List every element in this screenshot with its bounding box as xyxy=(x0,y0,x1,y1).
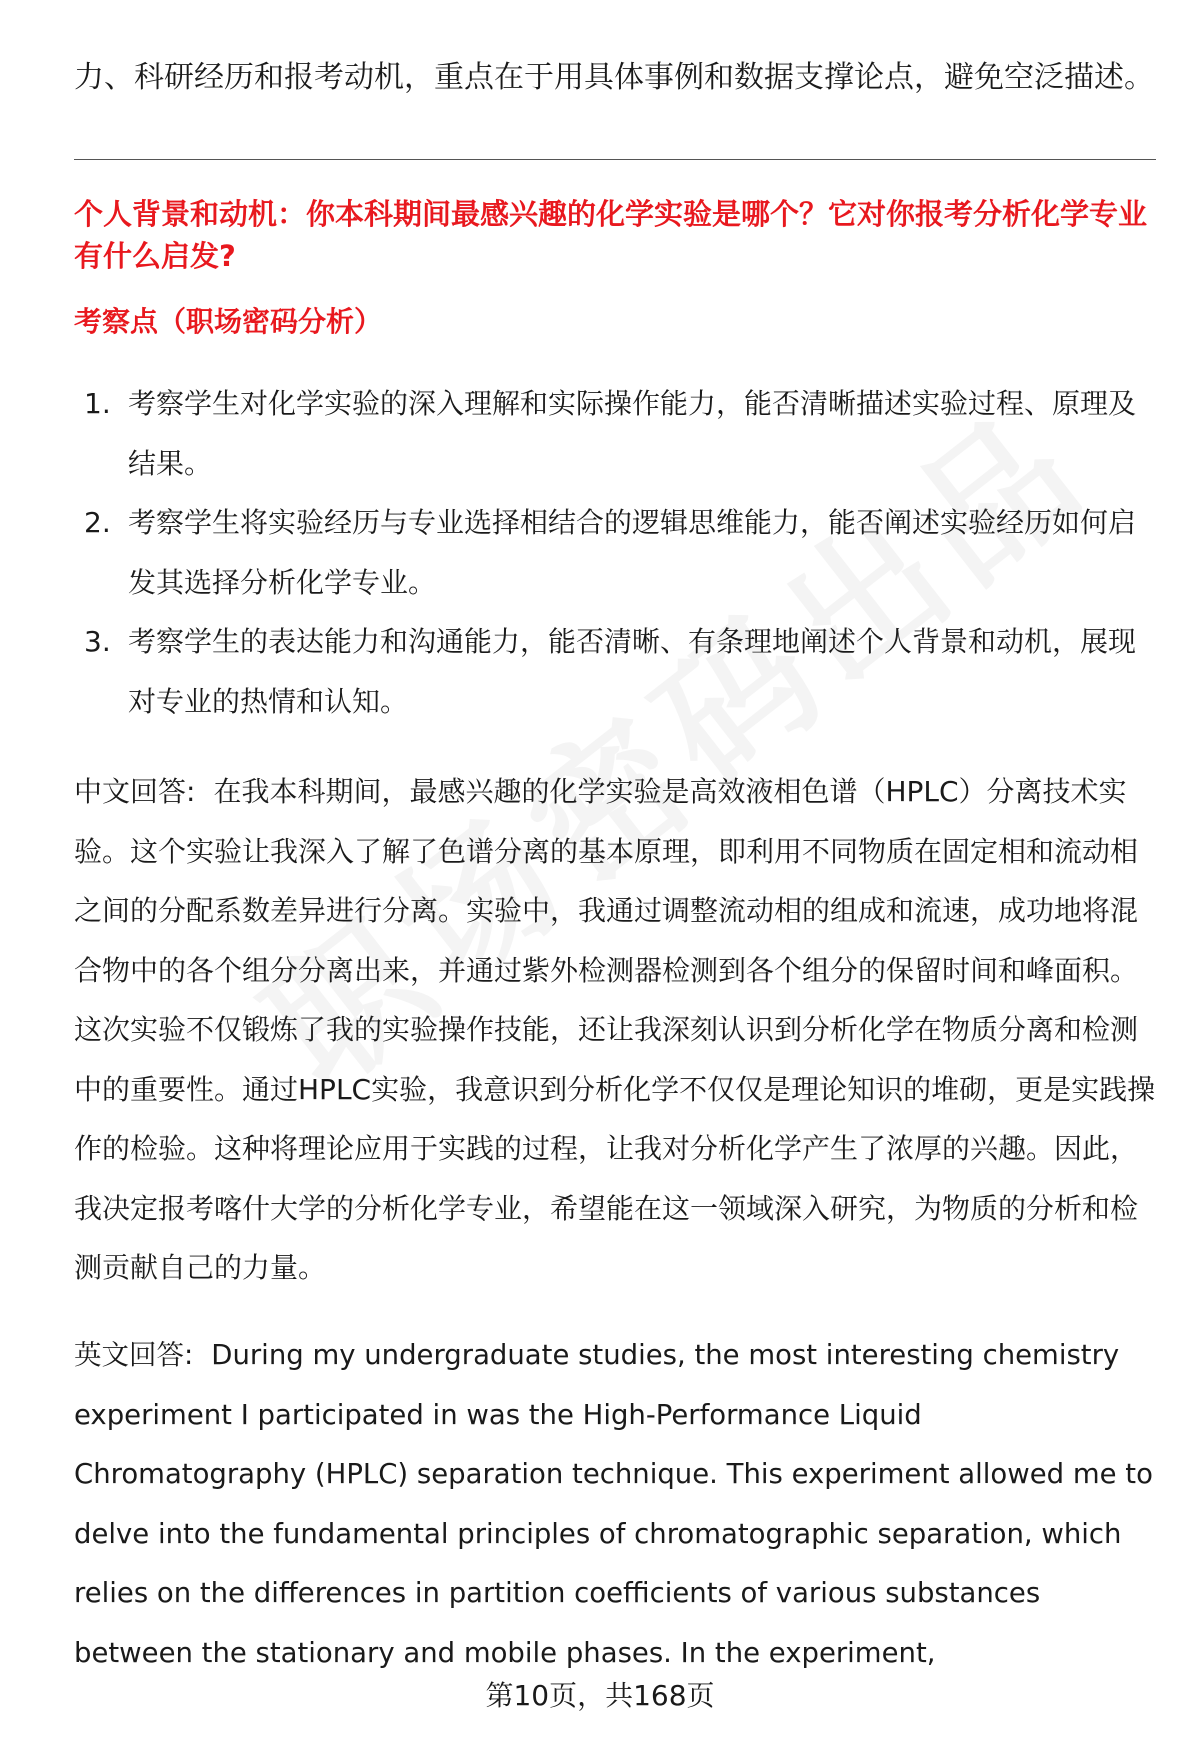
points-heading: 考察点（职场密码分析） xyxy=(74,305,383,338)
intro-line: 力、科研经历和报考动机，重点在于用具体事例和数据支撑论点，避免空泛描述。 xyxy=(74,60,1154,95)
question-heading: 个人背景和动机：你本科期间最感兴趣的化学实验是哪个？它对你报考分析化学专业有什么启发? xyxy=(74,197,1148,273)
list-number: 1. xyxy=(84,387,111,420)
list-item-text: 考察学生将实验经历与专业选择相结合的逻辑思维能力，能否阐述实验经历如何启发其选择分析化学专业。 xyxy=(128,506,1137,599)
list-item-text: 考察学生对化学实验的深入理解和实际操作能力，能否清晰描述实验过程、原理及结果。 xyxy=(128,387,1137,480)
english-answer xyxy=(74,1326,1156,1683)
points-list xyxy=(74,374,1156,731)
section-divider xyxy=(74,159,1156,160)
english-answer-label: 英文回答: xyxy=(74,1339,194,1371)
list-item xyxy=(74,612,1156,731)
english-answer-text: During my undergraduate studies, the most interesting chemistry experiment I participated in was the High-Performance Liquid Chromatography (HPLC) separation technique. This experiment allowed me to delve into the fundamental principles of chromatographic separation, which relies on the differences in partition coefficients of various substances between the stationary and mobile phases. In the experiment, xyxy=(74,1339,1153,1669)
list-item-text: 考察学生的表达能力和沟通能力，能否清晰、有条理地阐述个人背景和动机，展现对专业的热情和认知。 xyxy=(128,625,1137,718)
list-number: 2. xyxy=(84,506,111,539)
list-number: 3. xyxy=(84,625,111,658)
list-item xyxy=(74,493,1156,612)
list-item xyxy=(74,374,1156,493)
chinese-answer-text: 在我本科期间，最感兴趣的化学实验是高效液相色谱（HPLC）分离技术实验。这个实验让我深入了解了色谱分离的基本原理，即利用不同物质在固定相和流动相之间的分配系数差异进行分离。实验中，我通过调整流动相的组成和流速，成功地将混合物中的各个组分分离出来，并通过紫外检测器检测到各个组分的保留时间和峰面积。这次实验不仅锻炼了我的实验操作技能，还让我深刻认识到分析化学在物质分离和检测中的重要性。通过HPLC实验，我意识到分析化学不仅仅是理论知识的堆砌，更是实践操作的检验。这种将理论应用于实践的过程，让我对分析化学产生了浓厚的兴趣。因此，我决定报考喀什大学的分析化学专业，希望能在这一领域深入研究，为物质的分析和检测贡献自己的力量。 xyxy=(74,775,1156,1284)
chinese-answer xyxy=(74,762,1156,1298)
page-number: 第10页，共168页 xyxy=(485,1679,715,1712)
chinese-answer-label: 中文回答: xyxy=(74,775,196,808)
